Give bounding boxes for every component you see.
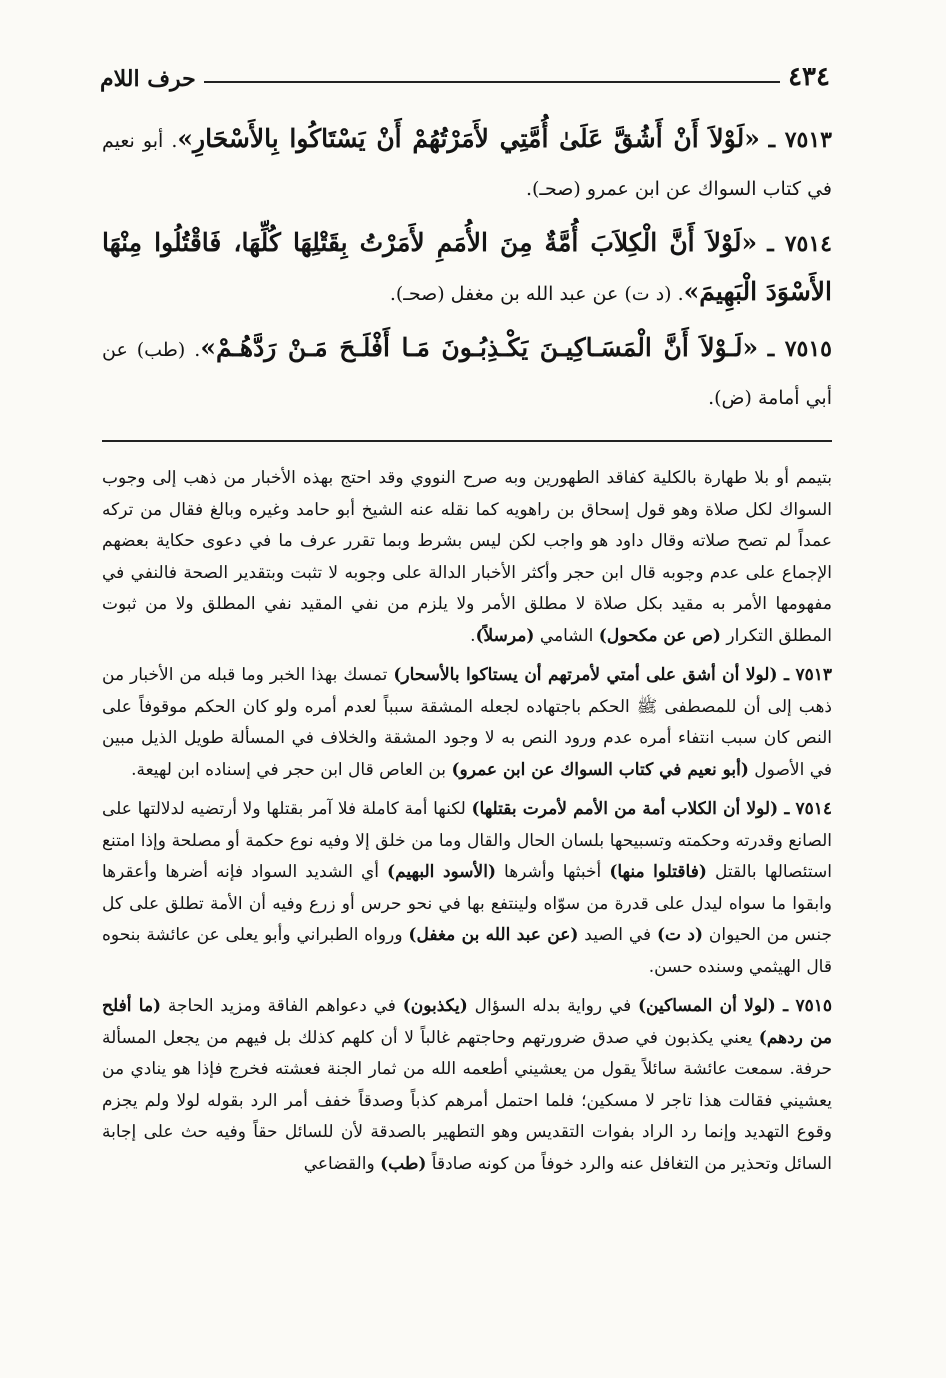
header-rule	[204, 81, 780, 83]
text-run: تمسك بهذا الخبر وما قبله من الأخبار من ذهب إلى أن للمصطفى ﷺ الحكم باجتهاده لجعله المشقة سبباً لعدم أمره ولو كان الحكم موقوفاً على النص كان سبب انتفاء أمره عدم ورود النص به لا وجود المشقة والخلاف في المسألة طويل الذيل مبين في الأصول	[102, 665, 832, 780]
text-run: ورواه الطبراني وأبو يعلى عن عائشة بنحوه قال الهيثمي وسنده حسن.	[102, 925, 832, 977]
hadith-quote: «لَـوْلاَ أَنَّ الْمَسَـاكِيـنَ يَكْـذِبُـونَ مَـا أَفْلَـحَ مَـنْ رَدَّهُـمْ»	[200, 333, 759, 362]
bold-run: (فاقتلوا منها)	[609, 862, 707, 882]
bold-run: (الأسود البهيم)	[387, 862, 497, 882]
commentary-7513	[102, 660, 832, 786]
bold-run: (مرسلاً)	[475, 625, 535, 646]
text-run: الشامي	[534, 625, 599, 646]
bold-run: (ص عن مكحول)	[598, 625, 721, 646]
commentary-7514	[102, 794, 832, 983]
hadith-text-section	[102, 115, 832, 428]
text-run: أي الشديد السواد فإنه أضرها وأعقرها وابقوا ما سواه ليدل على قدرة من سوّاه ولينتفع بها في نحو حرس أو زرع وفيه أن الأمة تطلق على كل جنس من الحيوان	[102, 862, 832, 945]
hadith-source: . (طب) عن أبي أمامة (ض).	[102, 339, 832, 409]
commentary-section	[102, 463, 832, 1188]
bold-run: (أبو نعيم في كتاب السواك عن ابن عمرو)	[451, 759, 749, 780]
text-run: يعني يكذبون في صدق ضرورتهم وحاجتهم غالباً لا أن كلهم كذلك بل فيهم من يجعل المسألة حرفة. سمعت عائشة سائلاً يقول من يعشيني أطعمه الله من ثمار الجنة فعشته فخرج فإذا هو ينادي من يعشيني فقالت هذا تاجر لا مسكين؛ فلما احتمل أمرهم كذباً وصدقاً خفف أمر الرد بقوله لولا ولم يجزم وقوع التهديد وإنما رد الراد بفوات التقديس وهو التطهير بالصدقة لأن للسائل حقاً وفيه حث على إجابة السائل وتحذير من التغافل عنه والرد خوفاً من كونه صادقاً	[102, 1027, 832, 1174]
text-run: في الصيد	[578, 925, 657, 945]
hadith-number: ٧٥١٥ ـ	[767, 336, 832, 362]
hadith-number: ٧٥١٣ ـ	[768, 127, 832, 153]
text-run: في رواية بدله السؤال	[467, 996, 639, 1016]
commentary-number: ٧٥١٤ ـ	[778, 799, 832, 819]
text-run: في دعواهم الفاقة ومزيد الحاجة	[161, 996, 403, 1016]
hadith-7513	[102, 115, 832, 213]
footnote-divider	[102, 440, 832, 442]
text-run: .	[470, 625, 476, 646]
text-run: بتيمم أو بلا طهارة بالكلية كفاقد الطهورين وبه صرح النووي وقد احتج بهذه الأخبار من ذهب إلى وجوب السواك لكل صلاة وهو قول إسحاق بن راهويه كما نقله عنه الشيخ أبو حامد وغيره وبالغ فقال من تركه عمداً لم تصح صلاته وقال داود هو واجب لكن ليس بشرط وبما تقرر عرف ما في دعوى حكاية بعضهم الإجماع على عدم وجوبه قال ابن حجر وأكثر الأخبار الدالة على وجوبه لا تثبت وبتقدير الصحة فالنفي في مفهومها الأمر به مقيد بكل صلاة لا مطلق الأمر ولا يلزم من نفي المقيد نفي المطلق ولا من ثبوت المطلق التكرار	[102, 468, 832, 646]
text-run: أخبثها وأشرها	[496, 862, 610, 882]
bold-run: (د ت)	[657, 925, 704, 945]
commentary-number: ٧٥١٣ ـ	[777, 665, 832, 685]
hadith-7515	[102, 324, 832, 422]
text-run: والقضاعي	[303, 1153, 381, 1174]
bold-run: (يكذبون)	[402, 996, 468, 1016]
bold-run: (لولا أن المساكين)	[638, 996, 776, 1016]
commentary-number: ٧٥١٥ ـ	[775, 996, 833, 1016]
commentary-7515	[102, 991, 832, 1180]
hadith-quote: «لَوْلاَ أَنَّ الْكِلاَبَ أُمَّةٌ مِنَ الأُمَمِ لأَمَرْتُ بِقَتْلِهَا كُلِّهَا، فَاقْتُلُوا مِنْهَا الأَسْوَدَ الْبَهِيمَ»	[102, 228, 832, 306]
hadith-7514	[102, 219, 832, 318]
bold-run: (لولا أن الكلاب أمة من الأمم لأمرت بقتلها)	[471, 799, 779, 819]
hadith-quote: «لَوْلاَ أَنْ أَشُقَّ عَلَىٰ أُمَّتِي لأَمَرْتُهُمْ أَنْ يَسْتَاكُوا بِالأَسْحَارِ»	[177, 124, 760, 153]
chapter-title: حرف اللام	[100, 66, 196, 92]
page-number: ٤٣٤	[788, 62, 830, 92]
hadith-number: ٧٥١٤ ـ	[767, 231, 832, 257]
bold-run: (لولا أن أشق على أمتي لأمرتهم أن يستاكوا بالأسحار)	[393, 665, 778, 685]
running-header	[100, 52, 830, 92]
text-run: بن العاص قال ابن حجر في إسناده ابن لهيعة.	[131, 759, 452, 780]
bold-run: (ما أفلح من ردهم)	[102, 996, 832, 1048]
bold-run: (عن عبد الله بن مغفل)	[408, 925, 579, 945]
hadith-source: . (د ت) عن عبد الله بن مغفل (صحـ).	[389, 283, 684, 305]
bold-run: (طب)	[380, 1153, 427, 1174]
hadith-source: . أبو نعيم في كتاب السواك عن ابن عمرو (صحـ).	[102, 130, 832, 200]
commentary-continuation	[102, 463, 832, 652]
text-run: لكنها أمة كاملة فلا آمر بقتلها ولا أرتضيه لدلالتها على الصانع وقدرته وحكمته وتسبيحها بلسان الحال والقال وما من خلق إلا وفيه نوع حكمة أو مصلحة وإذا امتنع استئصالها بالقتل	[102, 799, 833, 882]
